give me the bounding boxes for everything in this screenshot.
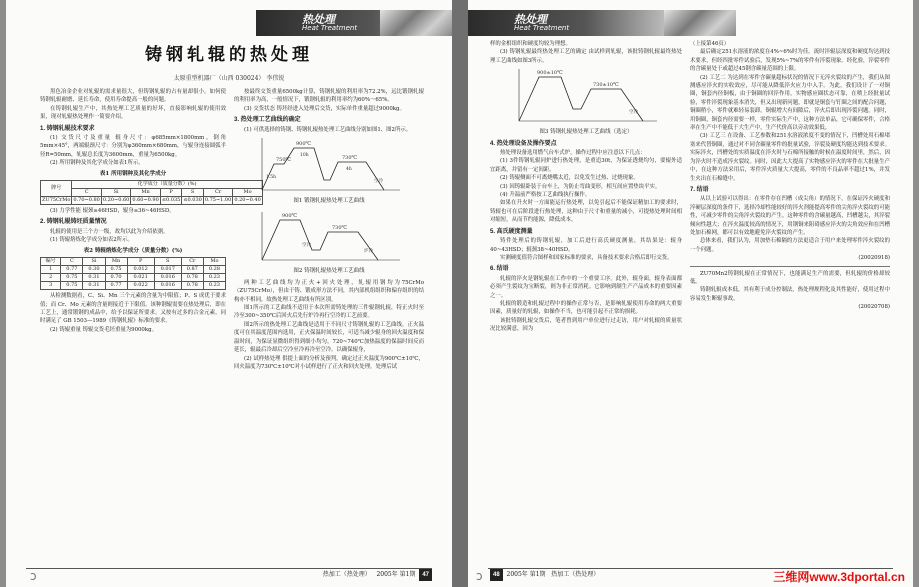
- paragraph: 热处理设备选用燃气台车式炉，操作过程中应注意以下几点：: [500, 150, 646, 157]
- paragraph: 两种工艺曲线均为正火+回火处理，轧辊用钢均为75CrMo（ZU75CrMo），但由于铸、锻成形方法不同，其内部机组组织和偏存组织的结构亦不相同，故热处理工艺曲线有所区别。: [234, 279, 424, 303]
- divider: [690, 266, 890, 267]
- section-band: [468, 10, 664, 36]
- journal-name: 热加工（热处理）: [551, 571, 600, 578]
- fig1-label: 空冷: [374, 179, 383, 185]
- date-stamp: (20020918): [858, 255, 890, 262]
- fig1-label: 900℃: [296, 141, 312, 148]
- table-caption: 表2 铸辊熔炼化学成分（质量分数）(%): [83, 247, 183, 254]
- table-caption: 表1 所用钢种及其化学成分: [99, 170, 167, 177]
- table-head-cell: P: [160, 189, 182, 197]
- table-cell: 0.78: [181, 282, 203, 290]
- fig2-label: 730℃: [332, 225, 348, 232]
- paragraph: (3) 工艺三 在设备、工艺参数和251水溶液浓度不变的情况下，凹槽处用石棉堵塞来代替铜圈，通过对不同含碳量零件的批量试验，淬裂及硬度均能达到技术要求。实际淬火，凹槽处的实质温度在淬火时与石棉所接触的时候在温度时间里，然后，因为淬火时不造成淬火裂纹。同时，因此大大提高了实物感应淬火的零件在大批量生产中，在这种方法采用后，零件淬火质量大大提高，零件的不良品率不超过1%，并发生火出在石棉缝中。: [690, 133, 890, 182]
- table-head-cell: Mo: [233, 189, 262, 197]
- paragraph: 从检测数据看，C、Si、Mn 三个元素的含量为中限值；P、S 成优于要求值；而 Cr、Mo 元素的含量则接近于下限值。该种钢辊需要在热处理后，即在工艺上，通常锻钢的成品中，给予以保证所要求。又按有过多的合金元素，同时满足了 GB 1503—1989《铸钢轧辊》标准的要求。: [40, 293, 227, 325]
- table-cell: 0.28: [203, 266, 225, 274]
- paragraph: (3) 因铸辊卧装于台车上，为防止弯曲变形，相互间应置垫块平实。: [500, 183, 661, 190]
- table-cell: ZU75CrMo: [42, 197, 71, 204]
- table-head-cell: Si: [101, 189, 130, 197]
- paragraph: (2) 试样热处理 供提上面的分析及预判，确定过正火温度为900℃±10℃，回火温度为730℃±10℃对小试样进行了正火和回火处理。处理后试: [234, 355, 424, 370]
- paragraph: 样的金相组织和硬度均较为理想。: [490, 41, 571, 47]
- page-gutter: [452, 0, 468, 587]
- table-cell: 0.23: [203, 274, 225, 282]
- left-footer: [236, 569, 432, 581]
- table-head-cell: S: [154, 258, 181, 266]
- table-cell: 0.31: [83, 274, 105, 282]
- table-head-cell: 化学成分（质量分数）(%): [72, 181, 262, 189]
- paragraph: 该批铸钢轧辊交货后，笔者曾到用户单位进行过走访，用户对轧辊的质量状况比较满意，因为: [490, 317, 682, 333]
- table-cell: 0.78: [181, 274, 203, 282]
- paragraph: (2) 所用钢种及其化学成分如表1所示。: [50, 160, 144, 167]
- section-heading: 4. 热处理设备及操作要点: [490, 140, 557, 147]
- paragraph: 在铸钢轧辊生产中，其热处理工艺质量的好坏，直接影响轧辊的使用效果，现对轧辊热处理作一简要介绍。: [40, 105, 226, 121]
- table-cell: 0.87: [181, 266, 203, 274]
- swirl-icon: ↄ: [476, 569, 483, 583]
- article-author: 太原重型机器厂（山西 030024） 李伟锐: [173, 75, 285, 82]
- table-cell: 0.016: [154, 274, 181, 282]
- paragraph: (2) 铸辊重量 铸辊交货毛坯重量为9000kg。: [50, 326, 157, 333]
- date-stamp: (20020708): [858, 304, 890, 311]
- table-head-cell: C: [72, 189, 101, 197]
- table-head-cell: P: [127, 258, 154, 266]
- section-title: 热处理: [302, 13, 335, 26]
- right-page: [468, 0, 913, 587]
- page-number: 47: [419, 569, 432, 581]
- fig1-label: 1.5h: [266, 175, 277, 181]
- paragraph: 从以上试验可以得出：在零件存在凹槽（成尖角）的情况下，在保证淬火硬度和淬硬层深度的条件下，选择冷却性能较好的淬火剂能提高零件的尖角淬火裂纹的可能性，可减少零件的尖角淬火裂纹的产生。这种零件的含碳量越高，凹槽越尖，其淬裂倾向性越大；在淬火温度较高的情况下，用钢铜来阻碍感应淬火的尖角效应和在凹槽处加石棉网，都可以有效地避免淬火裂纹的产生。: [690, 196, 890, 236]
- section-heading: 3. 热处理工艺曲线的确定: [234, 117, 301, 124]
- paragraph: (2) 铸辊侧面不可离烧嘴太近，以免发生过热、过烧现象。: [500, 175, 639, 182]
- fig3-label: 730±10℃: [593, 82, 619, 89]
- section-heading: 5. 高氏硬度测量: [490, 228, 533, 235]
- left-page: [6, 0, 452, 587]
- column-d: [690, 40, 890, 312]
- paragraph: (4) 升温前严格按工艺曲线执行操作。: [500, 192, 591, 199]
- table-head-cell: 牌号: [41, 181, 72, 197]
- figure-2-curve: [254, 208, 404, 266]
- paragraph: 按最终交货重量6500kg计算，铸钢轧辊的利用率为72.2%，远比锻钢轧辊的利用率为高，一般情况下，锻钢轧辊的利用率约为60%～65%。: [234, 89, 424, 104]
- table-cell: 0.70~0.80: [73, 197, 100, 204]
- table-cell: 3: [41, 282, 61, 290]
- paragraph: (2) 工艺二 为达到在零件含碳量超标状况的情况下无淬火裂纹的产生，我们从图测感应淬火的实收效应，尽可能从降低淬火应力中入手。为此，我们设计了一对铜圈，铜套内径铜板，由于铜圈的回淬作用，实物感应圈状态可靠，在喷上经批量试验，零件淬裂现象基本消失，但又出现新问题，即就是铜套与钉圈之间的配合问题，铜圈稍小，零件就难轻易装卸。铜辊增大有间隙后，淬火后即出现淬裂问题。同时，用铜圈，铜套内径需要一样，零件实际生产中，这种方法单品，它可确保零件，合格率在生产中不能低于大生产中，生产代价高以旁动效果低。: [690, 74, 890, 132]
- table-cell: 2: [41, 274, 61, 282]
- site-watermark: 三维网www.3dportal.cn: [773, 570, 905, 584]
- table-cell: 0.77: [105, 282, 127, 290]
- fig2-label: 900℃: [282, 213, 298, 220]
- table-cell: 0.75: [105, 266, 127, 274]
- paragraph: (3) 力学性能 辊颈≥46HSD，辊身≤36~46HSD。: [50, 208, 175, 215]
- table-cell: 0.70: [105, 274, 127, 282]
- fig3-label: 空冷: [629, 110, 638, 116]
- journal-name: 热加工（热处理）: [322, 571, 371, 578]
- table-cell: 0.30: [83, 266, 105, 274]
- paragraph: 最后确定251水溶液的浓度在4%~6%时为佳。流时淬辊层深度和硬度均达到技术要求，但经四批零件试验后，发现5%~7%的零件有淬裂现象。经化验，淬裂零件的含碳量处于或超过45钢含碳量范围的上限。: [690, 49, 890, 73]
- paragraph: 总体来看，我们认为，用加垫石棉隔的方法更适合于用户来处理零件淬火裂纹的一个问题。: [690, 238, 890, 253]
- figure-caption: 图1 锻钢轧辊热处理工艺曲线: [293, 198, 365, 205]
- section-subtitle: Heat Treatment: [514, 24, 570, 32]
- fig1-label: 4h: [346, 167, 352, 173]
- table-head-cell: Mo: [203, 258, 225, 266]
- table-head-cell: Si: [83, 258, 105, 266]
- fig2-label: 炉冷: [364, 249, 373, 255]
- table-cell: 0.017: [154, 266, 181, 274]
- table-cell: 0.75~1.00: [204, 197, 232, 204]
- paragraph: (1) 铸辊熔炼化学成分如表2所示。: [50, 237, 133, 244]
- melt-composition-table: [40, 257, 226, 290]
- paragraph: (3) 铸钢轧辊最终热处理工艺的确定 由试样到轧辊，该批铸钢轧辊最终热处理工艺曲线如图3所示。: [490, 49, 682, 64]
- swirl-icon: ↄ: [30, 569, 37, 583]
- figure-caption: 图2 铸钢轧辊热处理工艺曲线: [293, 268, 365, 275]
- section-title: 热处理: [514, 13, 547, 26]
- issue-text: 2005年 第1期: [506, 571, 546, 578]
- paragraph: 如果在升火时一方面能运行热处理，以免引起后不能保证精加工的要求时，铸辊也可在后阶段进行热处理，这种由于尺寸和重量的减小，可提热处理时间相对缩短，从而节约能源，降低成本。: [490, 200, 682, 224]
- column-a: [40, 88, 261, 334]
- paragraph: 轧辊的锻造和轧辊过程中的操作正常与否，是影响轧辊使用寿命的两大重要因素，质量好的轧辊，如操作不当，也可能引起不正常的损耗。: [490, 300, 682, 316]
- section-heading: 6. 结语: [490, 266, 509, 273]
- table-row: [41, 282, 226, 290]
- table-cell: 0.75: [61, 274, 83, 282]
- table-cell: 0.31: [83, 282, 105, 290]
- table-cell: 0.60~0.90: [132, 197, 159, 204]
- table-head-cell: 编号: [41, 258, 61, 266]
- table-cell: 0.012: [127, 266, 154, 274]
- paragraph: 铸件处理后的铸钢轧辊，加工后进行高氏硬度测量，其结果是：辊身40~43HSD；辊颈38~40HSD。: [490, 238, 682, 253]
- fig1-label: 750℃: [276, 157, 292, 164]
- issue-text: 2005年 第1期: [376, 571, 416, 578]
- table-cell: ≤0.030: [183, 197, 202, 204]
- section-heading: 1. 铸钢轧辊技术要求: [40, 125, 95, 132]
- table-head-cell: C: [61, 258, 83, 266]
- continued-note: （上接第46页）: [690, 41, 730, 47]
- article-title: 铸钢轧辊的热处理: [145, 45, 313, 65]
- table-cell: 0.016: [154, 282, 181, 290]
- header-photo: [380, 10, 452, 36]
- table-head-cell: Cr: [203, 189, 232, 197]
- table-cell: 0.75: [61, 282, 83, 290]
- fig3-label: 900±10℃: [537, 70, 563, 77]
- table-row: [41, 266, 226, 274]
- column-c: [490, 40, 682, 334]
- table-cell: 0.022: [127, 282, 154, 290]
- table-cell: ≤0.035: [161, 197, 181, 204]
- paragraph: 图2所示的热处理工艺曲线是适用于不同尺寸铸钢轧辊的工艺曲线。正火温度可在其温度范围内选用，正火保温时间较长，可适当减少辊身的回火温度和保温时间，为保证显微组织得到细小均匀，720~740℃加热温度的保温时间反而延长，辊最后冷却后空冷至冷再冷至空冷。以确保辊身，: [234, 321, 424, 354]
- paragraph: (1) 可供选择的铸钢、铸钢轧辊热处理工艺曲线分别如图1、图2所示。: [244, 126, 412, 133]
- composition-table: [40, 180, 263, 205]
- page-number: 48: [490, 569, 503, 581]
- fig1-label: 730℃: [342, 155, 358, 162]
- paragraph: 轧辊的使用是三个方一级，故均以此为介绍依据。: [50, 228, 169, 235]
- paragraph: (3) 交货状态 铸坯经进入处理后交货，实际单件重量超过9000kg。: [244, 105, 405, 112]
- paragraph: 图1所示的工艺曲线不适用于本次所需铸处理的三件辊钢轧辊，特正火时至冷至300~350℃后回火后先行炉冷再行空冷的工艺前要。: [234, 305, 424, 320]
- table-row: [41, 274, 226, 282]
- section-heading: 7. 结语: [690, 186, 709, 193]
- figure-3-curve: [511, 65, 661, 127]
- paragraph: (1) 交货尺寸及重量 辊身尺寸：φ685mm×1800mm，倒角5mm×45°，两端辊颈尺寸：分别为φ360mm×680mm，与辊身连接圆弧半径R=50mm，轧辊总长度为3600mm，重量为6500kg。: [40, 135, 226, 158]
- table-cell: 0.20~0.40: [234, 197, 261, 204]
- paragraph: ZU70Mn2铸钢轧辊在正常情况下，也能满足生产的需要，但轧辊的价格却较低。: [690, 270, 890, 285]
- paragraph: 轧辊的淬火是钢轧辊在工作中的一个重要工序。此外，辊身面，辊身表面都必须产生裂纹为宝断裂，则为非正常消耗。它影响到制生产产品成本的重要因素之一。: [490, 275, 682, 299]
- paragraph: 实测硬度值符合图样和国家标准的要求，具备技术要求合格后即行交货。: [500, 254, 673, 261]
- fig1-label: 10h: [300, 153, 309, 159]
- section-heading: 2. 铸钢轧辊铸坯质量情况: [40, 219, 107, 226]
- table-cell: 0.77: [61, 266, 83, 274]
- figure-caption: 图3 铸钢轧辊热处理工艺曲线（选定）: [539, 129, 633, 136]
- table-head-cell: S: [182, 189, 204, 197]
- fig2-label: 空冷: [302, 243, 311, 249]
- right-footer: [490, 569, 710, 581]
- section-subtitle: Heat Treatment: [302, 24, 358, 32]
- table-cell: 1: [41, 266, 61, 274]
- header-photo: [664, 10, 736, 36]
- paragraph: 铸钢轧辊成本低，其有利于成分控制法，热处理规程化及其性能好，使用过程中容易发生断辊事故。: [690, 287, 890, 302]
- table-cell: 0.021: [127, 274, 154, 282]
- paragraph: 黑色冶金企业对轧辊的需求量很大，但铸钢轧辊的占有量却很小。如何使铸钢轧辊耐磨、延长寿命，使用寿命提高一般的问题。: [40, 89, 226, 104]
- figure-1-curve: [254, 134, 404, 196]
- table-head-cell: Cr: [181, 258, 203, 266]
- table-head-cell: Mn: [131, 189, 160, 197]
- table-head-cell: Mn: [105, 258, 127, 266]
- table-cell: 0.23: [203, 282, 225, 290]
- paragraph: (1) 3件铸钢轧辊同炉进行热处理，是重追30t，为保证透烧均匀，要辊外适宜距离，并留有一定间距。: [490, 158, 682, 173]
- column-b: [234, 88, 424, 371]
- table-cell: 0.20~0.60: [102, 197, 130, 204]
- table-row: [41, 197, 263, 205]
